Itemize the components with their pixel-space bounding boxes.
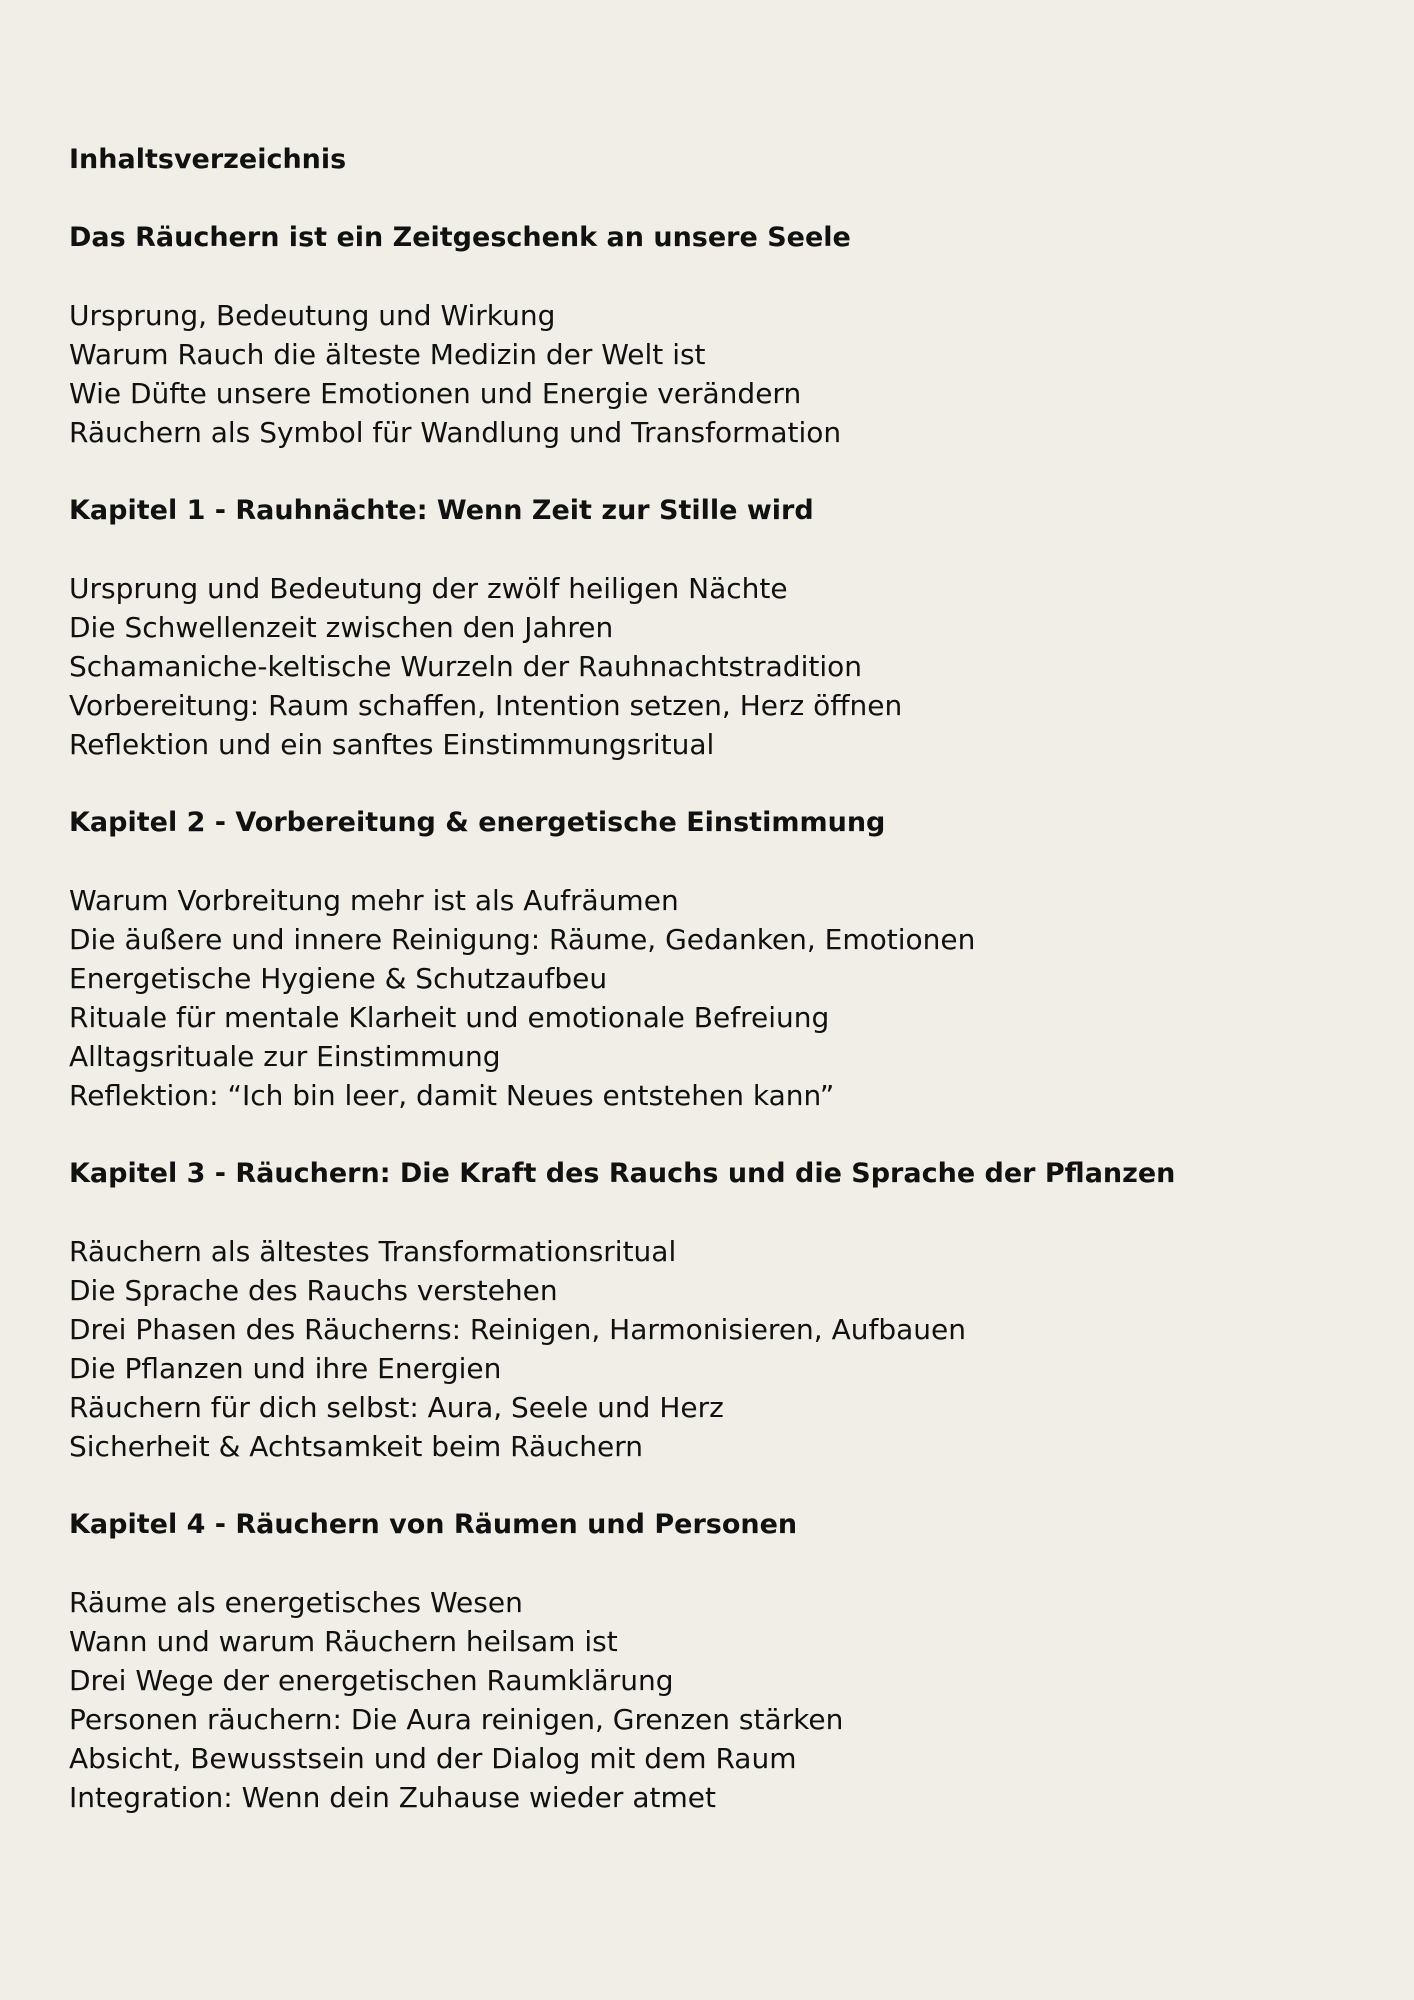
toc-item: Integration: Wenn dein Zuhause wieder atmet [69, 1781, 716, 1814]
section-heading: Kapitel 4 - Räuchern von Räumen und Personen [69, 1509, 798, 1540]
section-heading: Das Räuchern ist ein Zeitgeschenk an unsere Seele [69, 222, 851, 253]
toc-item-list [69, 1232, 1369, 1466]
toc-item: Absicht, Bewusstsein und der Dialog mit dem Raum [69, 1742, 797, 1775]
toc-item: Reflektion und ein sanftes Einstimmungsritual [69, 728, 715, 761]
toc-item-list [69, 881, 1369, 1115]
toc-item: Reflektion: “Ich bin leer, damit Neues entstehen kann” [69, 1079, 835, 1112]
toc-item: Räuchern für dich selbst: Aura, Seele und Herz [69, 1391, 724, 1424]
toc-item: Vorbereitung: Raum schaffen, Intention setzen, Herz öffnen [69, 689, 903, 722]
section-heading: Kapitel 3 - Räuchern: Die Kraft des Rauchs und die Sprache der Pflanzen [69, 1158, 1176, 1189]
toc-item: Schamaniche-keltische Wurzeln der Rauhnachtstradition [69, 650, 862, 683]
toc-section-chapter-3 [69, 1154, 1369, 1466]
toc-section-chapter-2 [69, 803, 1369, 1115]
toc-item-list [69, 569, 1369, 764]
toc-item: Ursprung und Bedeutung der zwölf heiligen Nächte [69, 572, 788, 605]
toc-item: Sicherheit & Achtsamkeit beim Räuchern [69, 1430, 644, 1463]
toc-item-list [69, 1583, 1369, 1817]
toc-item: Drei Phasen des Räucherns: Reinigen, Harmonisieren, Aufbauen [69, 1313, 967, 1346]
toc-item: Warum Rauch die älteste Medizin der Welt ist [69, 338, 706, 371]
toc-item: Die Sprache des Rauchs verstehen [69, 1274, 558, 1307]
toc-item: Die Schwellenzeit zwischen den Jahren [69, 611, 614, 644]
toc-item: Alltagsrituale zur Einstimmung [69, 1040, 501, 1073]
toc-item: Ursprung, Bedeutung und Wirkung [69, 299, 556, 332]
toc-section-intro [69, 218, 1369, 452]
toc-item: Wann und warum Räuchern heilsam ist [69, 1625, 618, 1658]
toc-item-list [69, 296, 1369, 452]
toc-item: Die Pflanzen und ihre Energien [69, 1352, 502, 1385]
table-of-contents [69, 140, 1369, 1817]
toc-item: Räume als energetisches Wesen [69, 1586, 523, 1619]
toc-item: Räuchern als ältestes Transformationsritual [69, 1235, 677, 1268]
section-heading: Kapitel 2 - Vorbereitung & energetische Einstimmung [69, 807, 886, 838]
toc-item: Energetische Hygiene & Schutzaufbeu [69, 962, 608, 995]
toc-item: Warum Vorbreitung mehr ist als Aufräumen [69, 884, 679, 917]
toc-section-chapter-1 [69, 491, 1369, 764]
section-heading: Kapitel 1 - Rauhnächte: Wenn Zeit zur Stille wird [69, 495, 814, 526]
toc-item: Drei Wege der energetischen Raumklärung [69, 1664, 674, 1697]
toc-item: Personen räuchern: Die Aura reinigen, Grenzen stärken [69, 1703, 844, 1736]
toc-item: Räuchern als Symbol für Wandlung und Transformation [69, 416, 842, 449]
toc-section-chapter-4 [69, 1505, 1369, 1817]
toc-item: Die äußere und innere Reinigung: Räume, Gedanken, Emotionen [69, 923, 976, 956]
toc-item: Rituale für mentale Klarheit und emotionale Befreiung [69, 1001, 830, 1034]
toc-title: Inhaltsverzeichnis [69, 144, 347, 175]
toc-item: Wie Düfte unsere Emotionen und Energie verändern [69, 377, 802, 410]
